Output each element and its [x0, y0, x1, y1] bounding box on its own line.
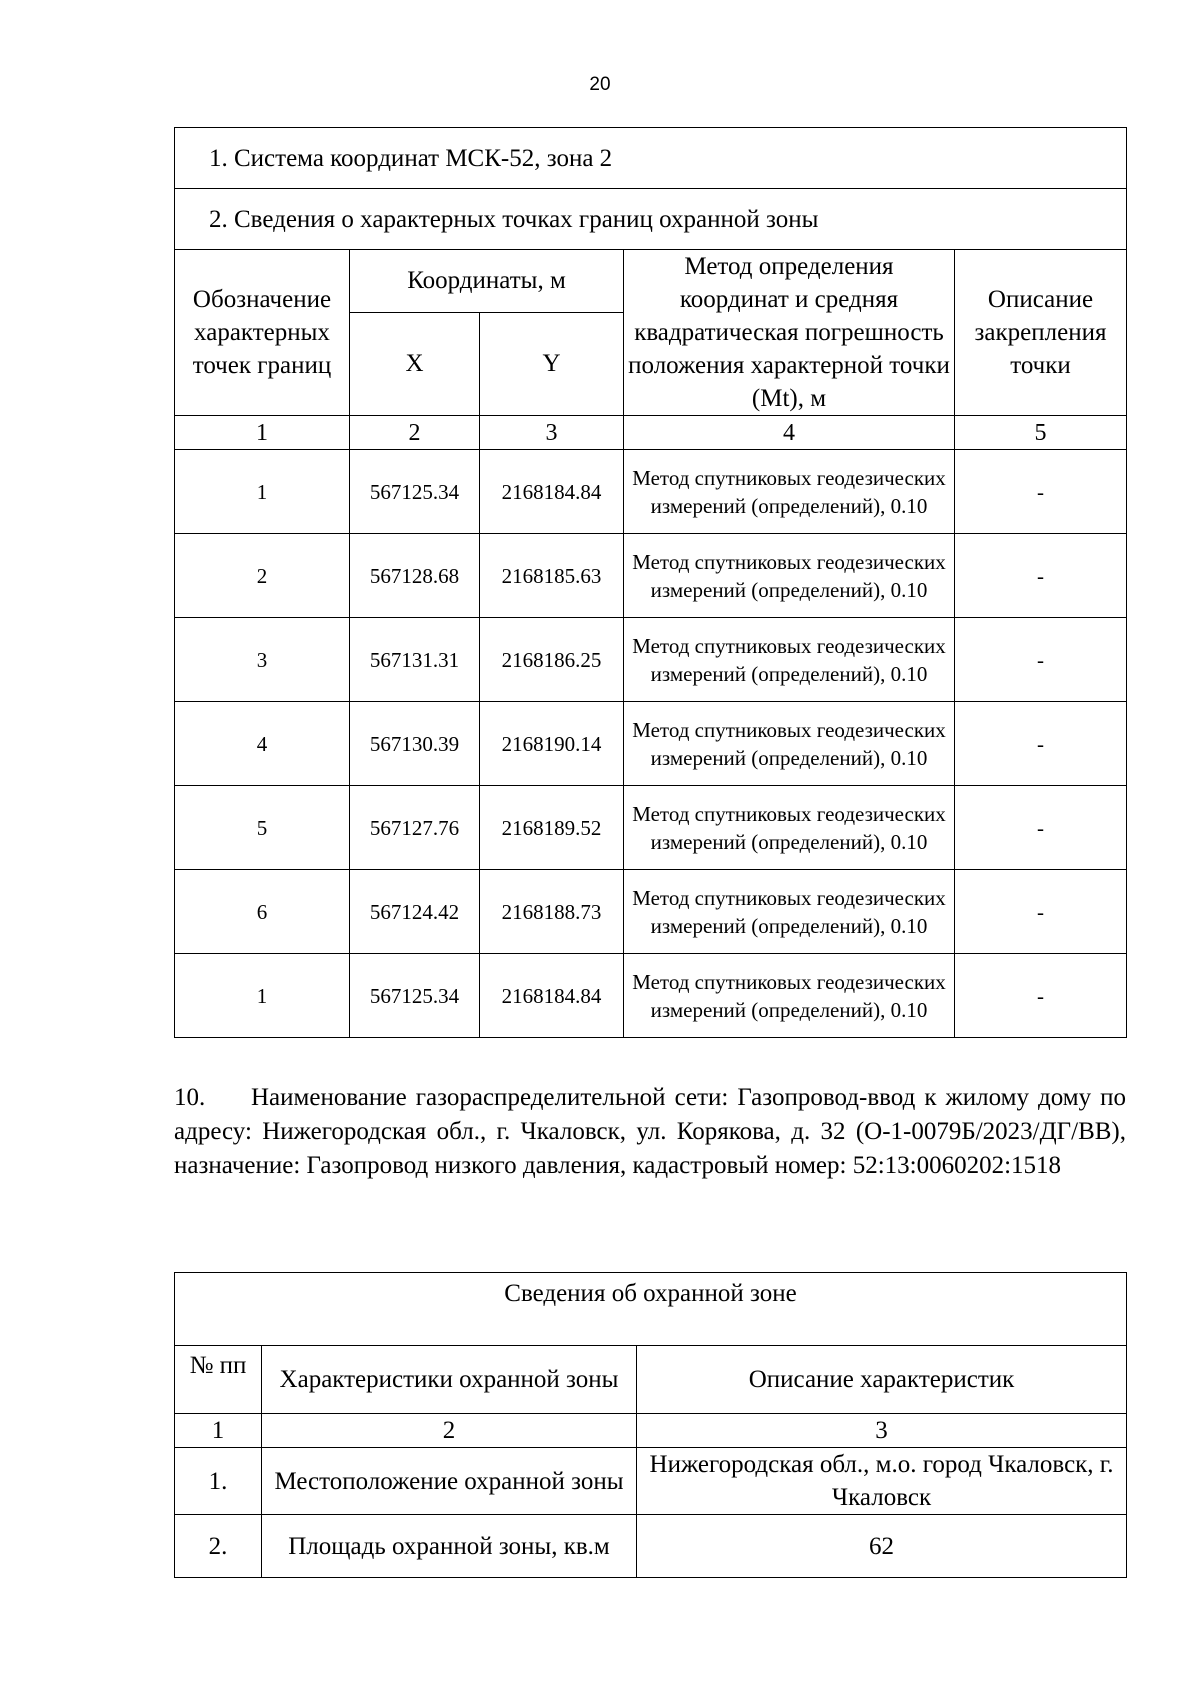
- table-row: [175, 534, 1127, 618]
- col-number: 2: [350, 416, 480, 450]
- point-number: 5: [175, 786, 350, 870]
- x-value: 567131.31: [350, 618, 480, 702]
- method-text: Метод спутниковых геодезических измерений (определений), 0.10: [624, 786, 955, 870]
- col-number: 2: [262, 1414, 637, 1448]
- x-value: 567125.34: [350, 954, 480, 1038]
- method-text: Метод спутниковых геодезических измерений (определений), 0.10: [624, 450, 955, 534]
- header-zone-description: Описание характеристик: [637, 1346, 1127, 1414]
- table-row: [175, 786, 1127, 870]
- y-value: 2168186.25: [480, 618, 624, 702]
- paragraph-number: 10.: [174, 1084, 206, 1111]
- col-number: 4: [624, 416, 955, 450]
- point-number: 4: [175, 702, 350, 786]
- y-value: 2168184.84: [480, 954, 624, 1038]
- table-row: [175, 1515, 1127, 1578]
- fixing-description: -: [955, 450, 1127, 534]
- method-text: Метод спутниковых геодезических измерений (определений), 0.10: [624, 870, 955, 954]
- col-number: 5: [955, 416, 1127, 450]
- characteristic-name: Местоположение охранной зоны: [262, 1448, 637, 1515]
- header-row-1: [175, 250, 1127, 313]
- zone-table-title: Сведения об охранной зоне: [175, 1273, 1127, 1346]
- y-value: 2168185.63: [480, 534, 624, 618]
- col-number: 1: [175, 1414, 262, 1448]
- characteristic-name: Площадь охранной зоны, кв.м: [262, 1515, 637, 1578]
- point-number: 6: [175, 870, 350, 954]
- column-number-row: [175, 416, 1127, 450]
- table-row: [175, 954, 1127, 1038]
- table-row: [175, 1448, 1127, 1515]
- point-number: 2: [175, 534, 350, 618]
- point-number: 1: [175, 954, 350, 1038]
- page-number: 20: [589, 74, 611, 95]
- fixing-description: -: [955, 870, 1127, 954]
- characteristic-value: Нижегородская обл., м.о. город Чкаловск, г. Чкаловск: [637, 1448, 1127, 1515]
- zone-header-row: [175, 1346, 1127, 1414]
- network-paragraph: [174, 1081, 1126, 1183]
- table-row: [175, 618, 1127, 702]
- y-value: 2168184.84: [480, 450, 624, 534]
- point-number: 1: [175, 450, 350, 534]
- method-text: Метод спутниковых геодезических измерений (определений), 0.10: [624, 702, 955, 786]
- boundary-info-row: [175, 189, 1127, 250]
- zone-title-row: [175, 1273, 1127, 1346]
- paragraph-text: Наименование газораспределительной сети: Газопровод-ввод к жилому дому по адресу: Нижегородская обл., г. Чкаловск, ул. Корякова, д. 32 (О-1-0079Б/2023/ДГ/ВВ), назначение: Газопровод низкого давления, кадастровый номер: 52:13:0060202:1518: [174, 1084, 1126, 1179]
- y-value: 2168189.52: [480, 786, 624, 870]
- header-characteristics: Характеристики охранной зоны: [262, 1346, 637, 1414]
- y-value: 2168188.73: [480, 870, 624, 954]
- fixing-description: -: [955, 618, 1127, 702]
- row-number: 2.: [175, 1515, 262, 1578]
- row-number: 1.: [175, 1448, 262, 1515]
- x-value: 567124.42: [350, 870, 480, 954]
- header-designation: Обозначение характерных точек границ: [175, 250, 350, 416]
- header-coordinates: Координаты, м: [350, 250, 624, 313]
- characteristic-value: 62: [637, 1515, 1127, 1578]
- header-method: Метод определения координат и средняя квадратическая погрешность положения характерной точки (Mt), м: [624, 250, 955, 416]
- col-number: 1: [175, 416, 350, 450]
- method-text: Метод спутниковых геодезических измерений (определений), 0.10: [624, 618, 955, 702]
- table-row: [175, 702, 1127, 786]
- fixing-description: -: [955, 702, 1127, 786]
- protection-zone-table: [174, 1272, 1127, 1578]
- header-x: X: [350, 312, 480, 416]
- fixing-description: -: [955, 786, 1127, 870]
- x-value: 567127.76: [350, 786, 480, 870]
- method-text: Метод спутниковых геодезических измерений (определений), 0.10: [624, 954, 955, 1038]
- header-y: Y: [480, 312, 624, 416]
- table-row: [175, 870, 1127, 954]
- x-value: 567130.39: [350, 702, 480, 786]
- x-value: 567125.34: [350, 450, 480, 534]
- header-num: № пп: [175, 1346, 262, 1414]
- col-number: 3: [480, 416, 624, 450]
- zone-column-number-row: [175, 1414, 1127, 1448]
- coord-system-title: 1. Система координат МСК-52, зона 2: [175, 128, 1127, 189]
- point-number: 3: [175, 618, 350, 702]
- coordinates-table: [174, 127, 1127, 1038]
- table-row: [175, 450, 1127, 534]
- y-value: 2168190.14: [480, 702, 624, 786]
- boundary-info-title: 2. Сведения о характерных точках границ охранной зоны: [175, 189, 1127, 250]
- x-value: 567128.68: [350, 534, 480, 618]
- col-number: 3: [637, 1414, 1127, 1448]
- coord-system-row: [175, 128, 1127, 189]
- fixing-description: -: [955, 534, 1127, 618]
- header-description: Описание закрепления точки: [955, 250, 1127, 416]
- method-text: Метод спутниковых геодезических измерений (определений), 0.10: [624, 534, 955, 618]
- fixing-description: -: [955, 954, 1127, 1038]
